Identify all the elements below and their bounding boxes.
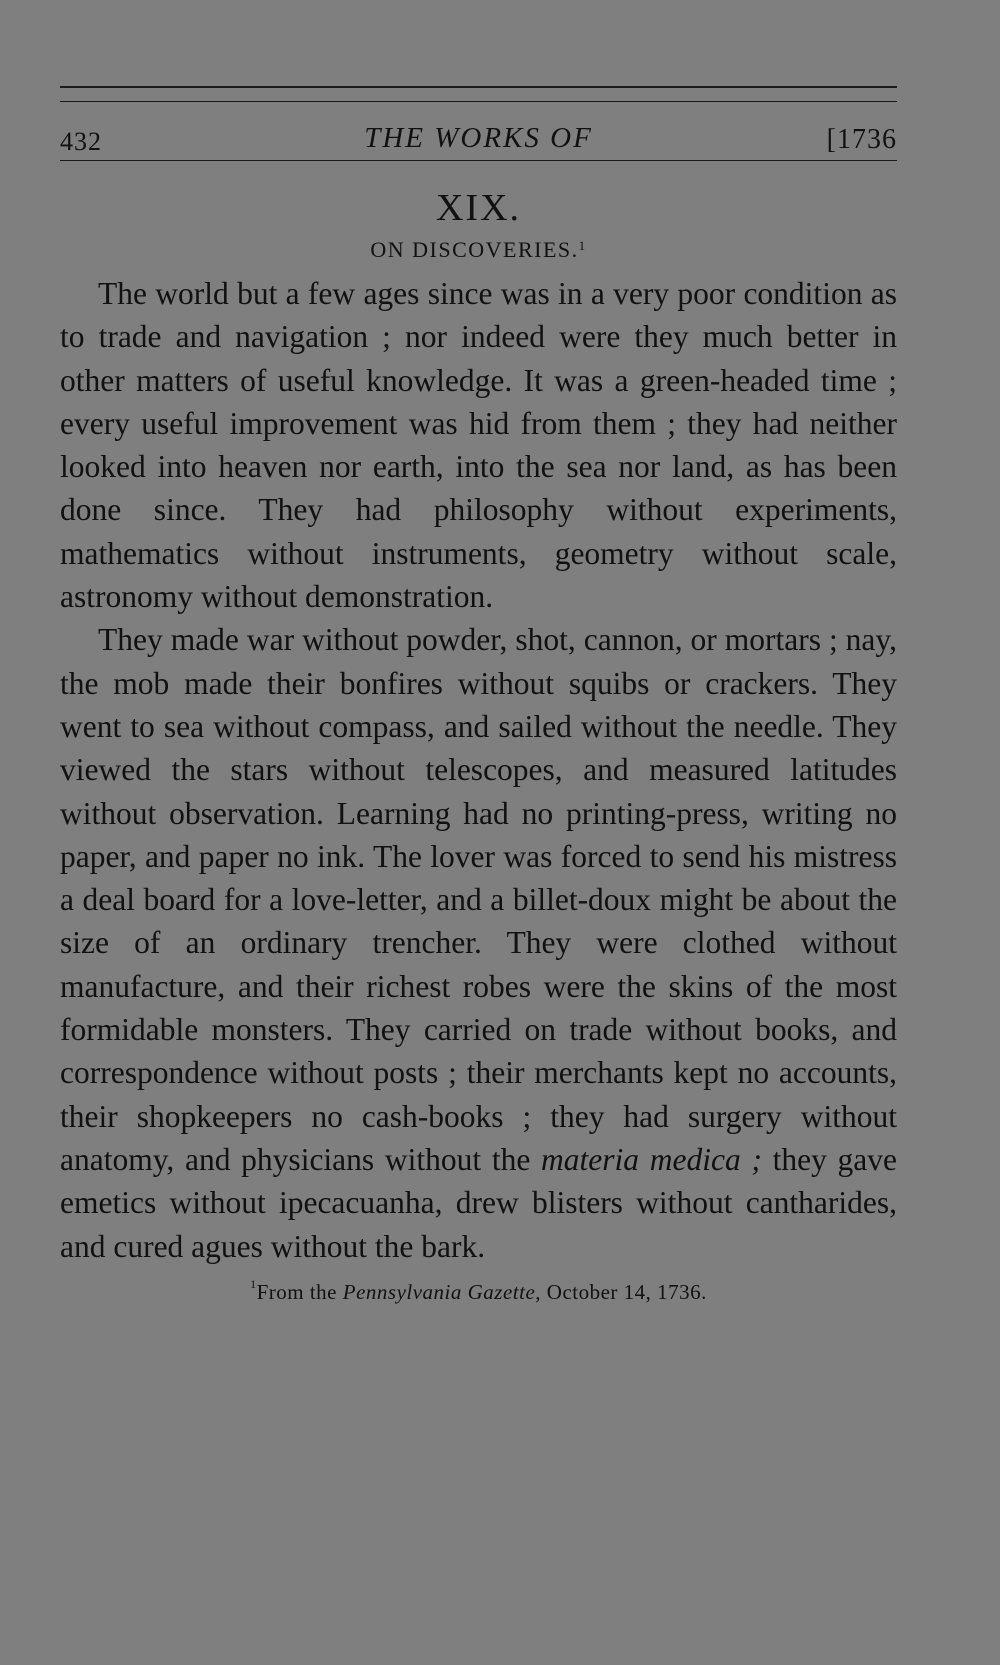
chapter-title <box>60 236 897 264</box>
running-head <box>60 102 897 160</box>
page-number: 432 <box>60 127 102 156</box>
footnote-date: October 14, 1736. <box>541 1279 707 1304</box>
paragraph-2-text-b: they gave emetics without ipecacuanha, drew blisters without cantharides, and cured agues without the bark. <box>60 1141 897 1264</box>
chapter-title-text: ON DISCOVERIES. <box>370 237 579 262</box>
paragraph-2-italic: materia medica ; <box>541 1141 762 1177</box>
footnote-prefix: From the <box>256 1279 343 1304</box>
running-head-title: THE WORKS OF <box>364 122 593 154</box>
book-page <box>60 86 897 1305</box>
running-head-year: [1736 <box>826 124 897 155</box>
paragraph-1: The world but a few ages since was in a very poor condition as to trade and navigation ; nor indeed were they much better in other matters of useful knowledge. It was a green-headed time ; every useful improvement was hid from them ; they had neither looked into heaven nor earth, into the sea nor land, as has been done since. They had philosophy without experiments, mathematics without instruments, geometry without scale, astronomy without demonstration. <box>60 276 897 615</box>
body-text <box>60 272 897 1268</box>
paragraph-2 <box>60 618 897 1267</box>
top-double-rule-upper <box>60 86 897 88</box>
chapter-number: XIX. <box>435 187 522 229</box>
running-head-rule <box>60 160 897 161</box>
chapter-footnote-marker: 1 <box>578 238 587 253</box>
footnote-source: Pennsylvania Gazette, <box>342 1279 542 1304</box>
footnote-marker: 1 <box>250 1276 257 1291</box>
paragraph-2-text-a: They made war without powder, shot, cannon, or mortars ; nay, the mob made their bonfires without squibs or crackers. They went to sea without compass, and sailed without the needle. They viewed the stars without telescopes, and measured latitudes without observation. Learning had no printing-press, writing no paper, and paper no ink. The lover was forced to send his mistress a deal board for a love-letter, and a billet-doux might be about the size of an ordinary trencher. They were clothed without manufacture, and their richest robes were the skins of the most formidable monsters. They carried on trade without books, and correspondence without posts ; their merchants kept no accounts, their shopkeepers no cash-books ; they had surgery without anatomy, and physicians without the <box>60 622 897 1177</box>
footnote <box>60 1276 897 1305</box>
